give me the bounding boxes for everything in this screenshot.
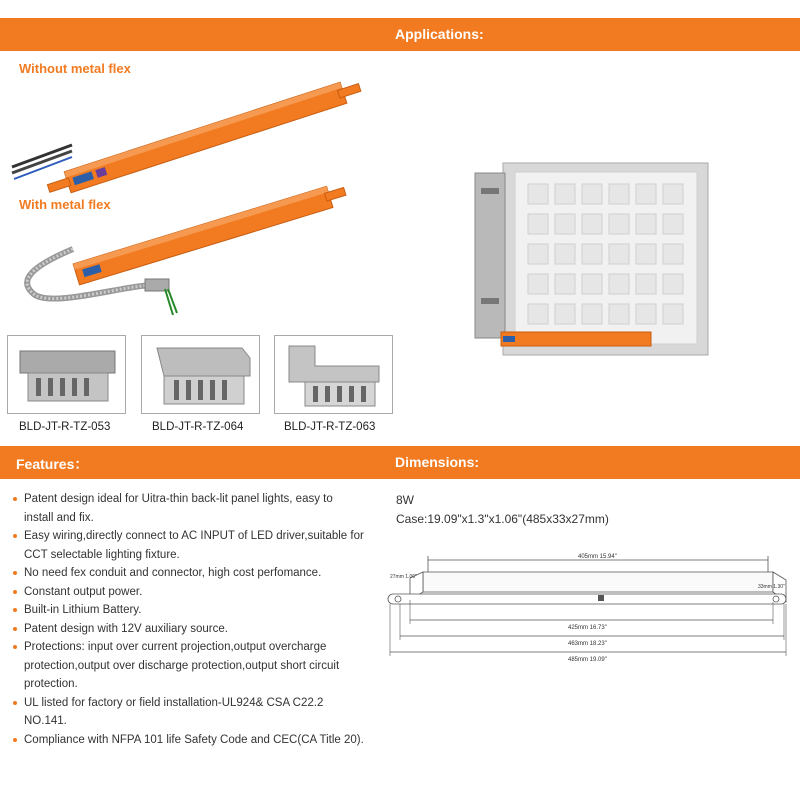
- accessory-image-064: [141, 335, 260, 414]
- dimension-drawing: [388, 548, 798, 678]
- without-metal-flex-title: Without metal flex: [19, 61, 131, 76]
- accessory-model-063: BLD-JT-R-TZ-063: [284, 421, 376, 433]
- with-metal-flex-title: With metal flex: [19, 197, 111, 212]
- dim-label-right-height: 33mm 1.30": [758, 584, 785, 590]
- applications-header-bar: [0, 18, 800, 51]
- feature-item: Protections: input over current projection,output overcharge protection,output over discharge protection,output short circuit protection.: [12, 638, 364, 694]
- feature-item: UL listed for factory or field installation-UL924& CSA C22.2 NO.141.: [12, 694, 364, 731]
- dimensions-case: Case:19.09"x1.3"x1.06"(485x33x27mm): [396, 512, 609, 526]
- dim-label-485: 485mm 19.09": [568, 657, 607, 663]
- accessory-model-064: BLD-JT-R-TZ-064: [152, 421, 244, 433]
- driver-with-flex-image: [15, 185, 345, 325]
- dimensions-title: Dimensions:: [395, 454, 480, 470]
- panel-light-image: [473, 158, 713, 363]
- driver-without-flex-image: [10, 75, 360, 195]
- feature-item: Compliance with NFPA 101 life Safety Code and CEC(CA Title 20).: [12, 731, 364, 750]
- feature-item: Patent design with 12V auxiliary source.: [12, 620, 364, 639]
- applications-title: Applications:: [395, 26, 484, 42]
- accessory-model-053: BLD-JT-R-TZ-053: [19, 421, 111, 433]
- dim-label-425: 425mm 16.73": [568, 625, 607, 631]
- features-list: [12, 490, 364, 749]
- feature-item: Patent design ideal for Uitra-thin back-lit panel lights, easy to install and fix.: [12, 490, 364, 527]
- accessory-image-063: [274, 335, 393, 414]
- accessory-image-053: [7, 335, 126, 414]
- feature-item: No need fex conduit and connector, high cost perfomance.: [12, 564, 364, 583]
- feature-item: Easy wiring,directly connect to AC INPUT of LED driver,suitable for CCT selectable lighting fixture.: [12, 527, 364, 564]
- dim-label-405: 405mm 15.94": [578, 554, 617, 560]
- feature-item: Constant output power.: [12, 583, 364, 602]
- features-dimensions-header-bar: [0, 446, 800, 479]
- dimensions-wattage: 8W: [396, 493, 414, 507]
- dim-label-left-height: 27mm 1.06": [390, 574, 417, 580]
- dim-label-463: 463mm 18.23": [568, 641, 607, 647]
- features-title: Features：: [16, 456, 89, 472]
- feature-item: Built-in Lithium Battery.: [12, 601, 364, 620]
